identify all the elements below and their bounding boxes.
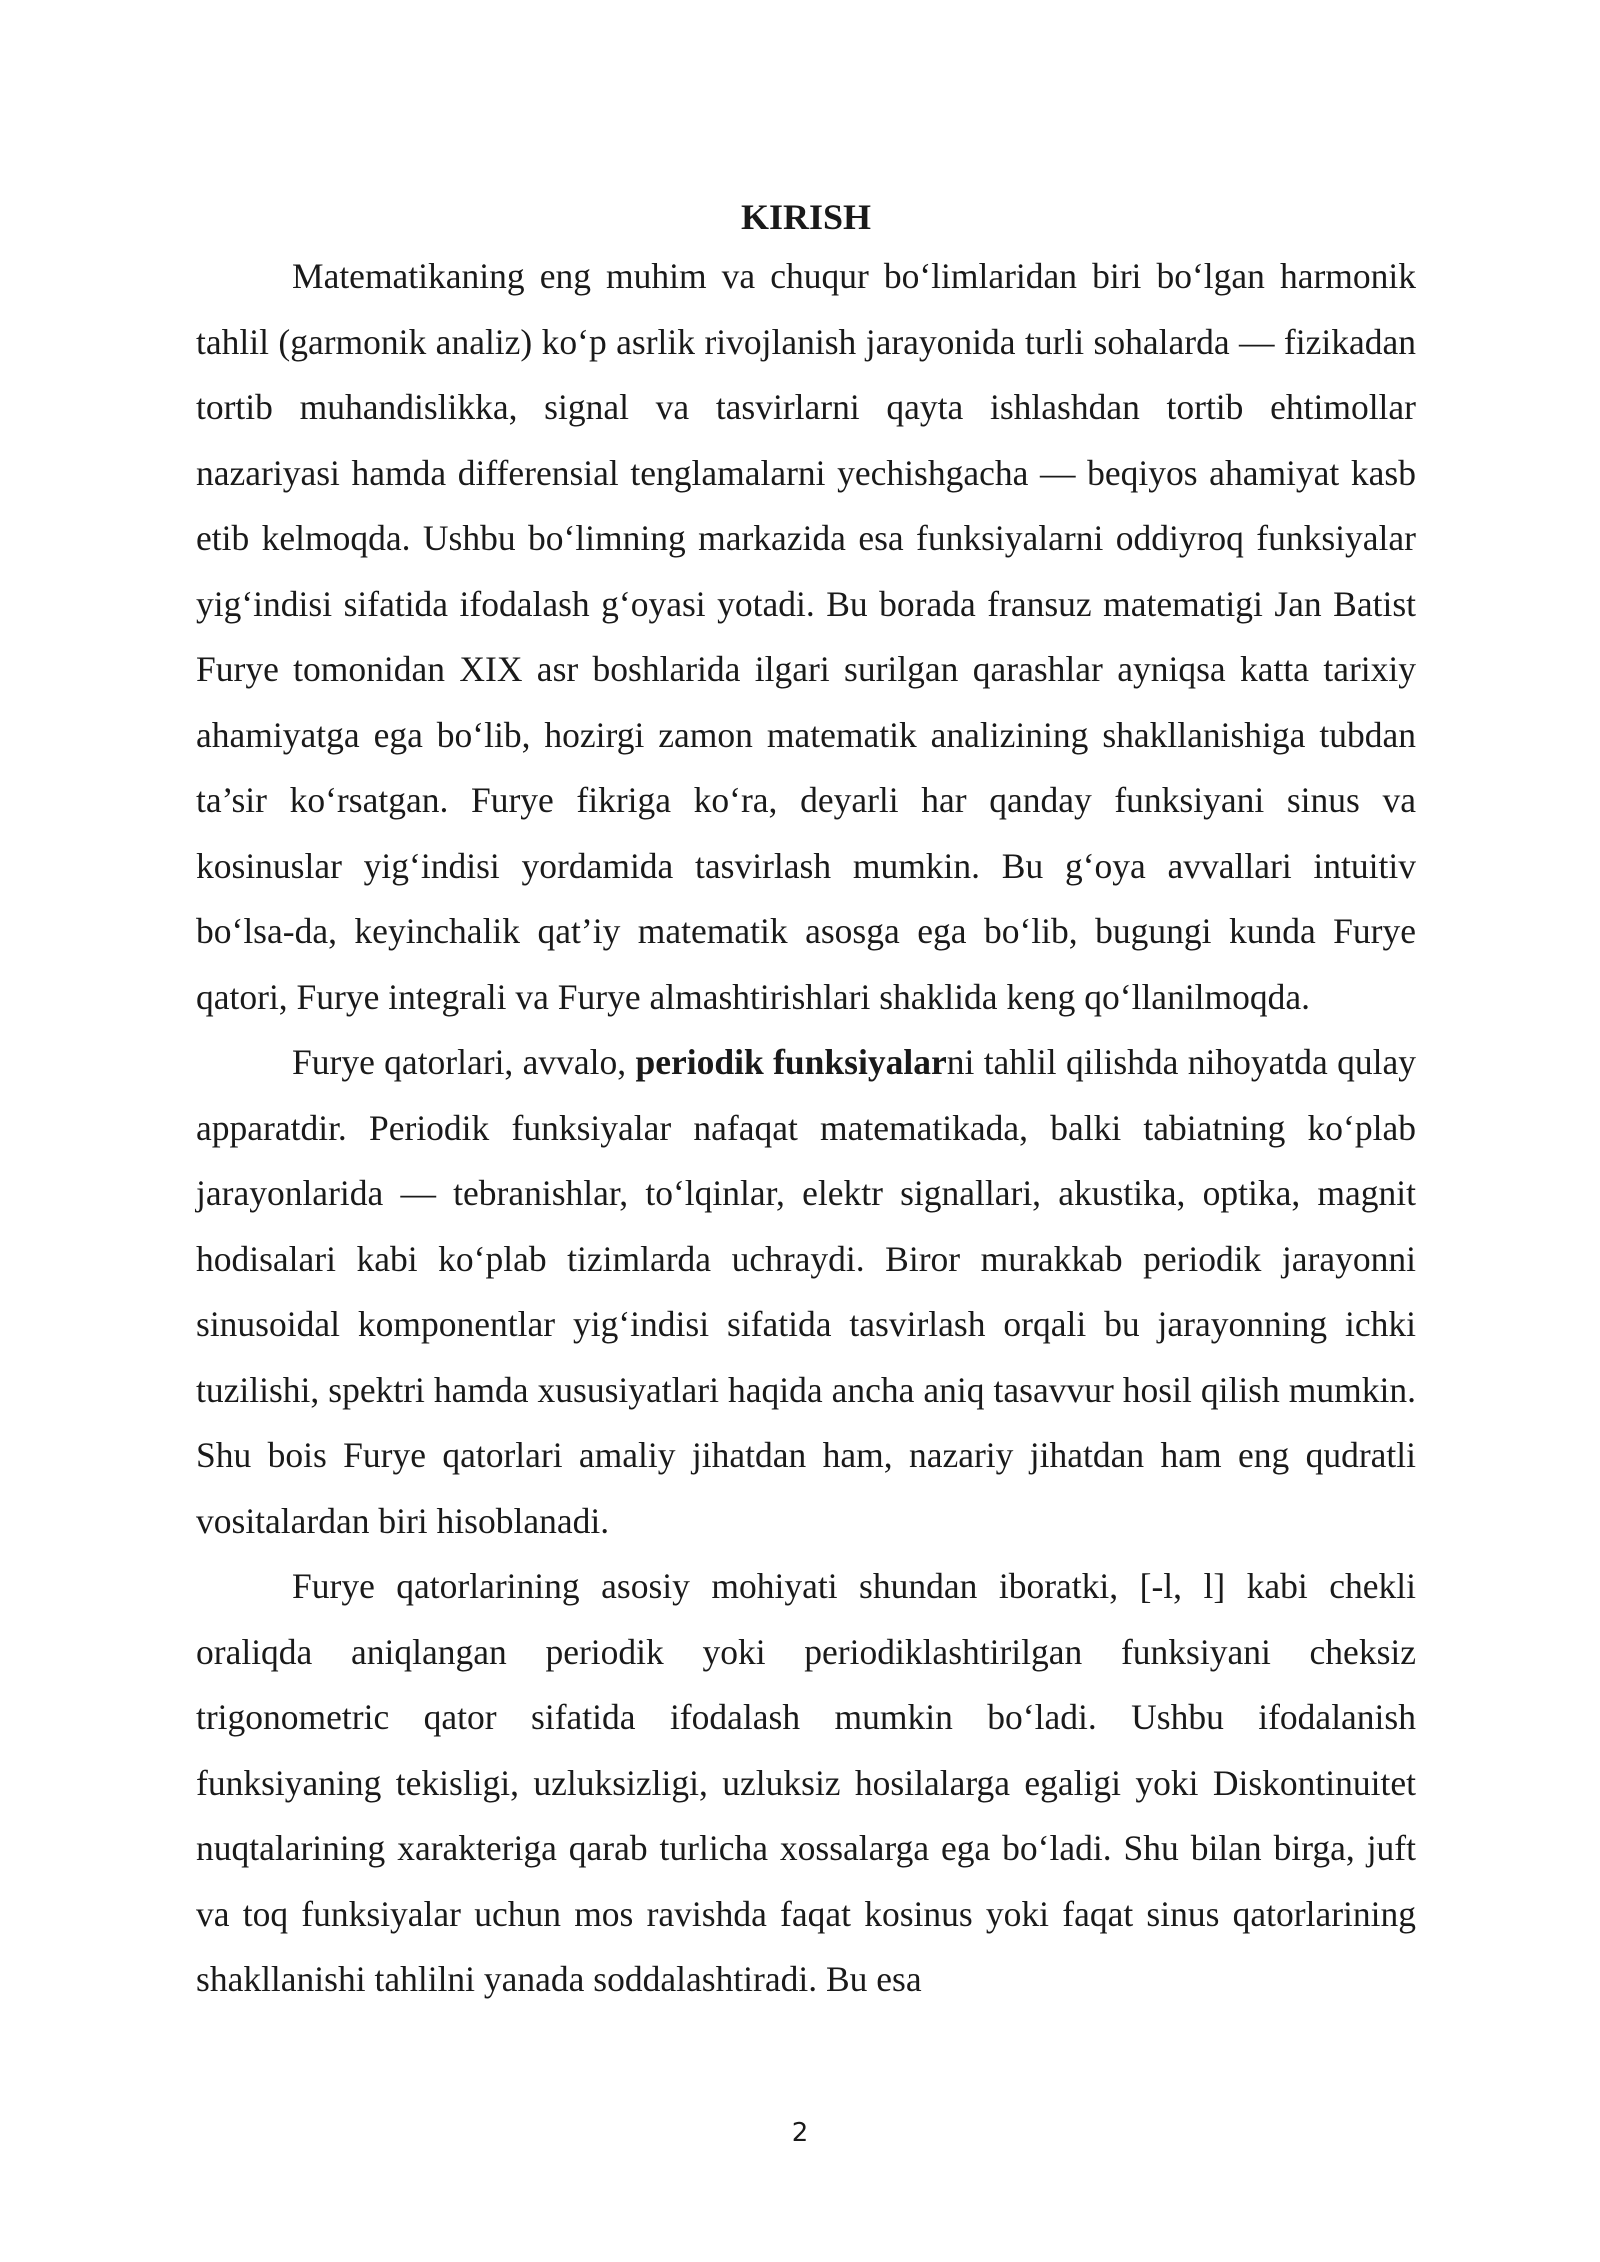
- bold-term-periodic-functions: periodik funksiyalar: [635, 1042, 947, 1082]
- page-number: 2: [791, 2118, 809, 2148]
- paragraph-essence: Furye qatorlarining asosiy mohiyati shundan iboratki, [-l, l] kabi chekli oraliqda aniqlangan periodik yoki periodiklashtirilgan funksiyani cheksiz trigonometric qator sifatida ifodalash mumkin bo‘ladi. Ushbu ifodalanish funksiyaning tekisligi, uzluksizligi, uzluksiz hosilalarga egaligi yoki Diskontinuitet nuqtalarining xarakteriga qarab turlicha xossalarga ega bo‘ladi. Shu bilan birga, juft va toq funksiyalar uchun mos ravishda faqat kosinus yoki faqat sinus qatorlarining shakllanishi tahlilni yanada soddalashtiradi. Bu esa: [196, 1566, 1416, 1999]
- page-title: KIRISH: [740, 197, 872, 237]
- document-page: [196, 190, 1416, 2013]
- paragraph-periodic: [196, 1030, 1416, 1554]
- paragraph-periodic-rest: ni tahlil qilishda nihoyatda qulay apparatdir. Periodik funksiyalar nafaqat matematikada, balki tabiatning ko‘plab jarayonlarida — tebranishlar, to‘lqinlar, elektr signallari, akustika, optika, magnit hodisalari kabi ko‘plab tizimlarda uchraydi. Biror murakkab periodik jarayonni sinusoidal komponentlar yig‘indisi sifatida tasvirlash orqali bu jarayonning ichki tuzilishi, spektri hamda xususiyatlari haqida ancha aniq tasavvur hosil qilish mumkin. Shu bois Furye qatorlari amaliy jihatdan ham, nazariy jihatdan ham eng qudratli vositalardan biri hisoblanadi.: [196, 1042, 1416, 1541]
- paragraph-intro: Matematikaning eng muhim va chuqur bo‘limlaridan biri bo‘lgan harmonik tahlil (garmonik analiz) ko‘p asrlik rivojlanish jarayonida turli sohalarda — fizikadan tortib muhandislikka, signal va tasvirlarni qayta ishlashdan tortib ehtimollar nazariyasi hamda differensial tenglamalarni yechishgacha — beqiyos ahamiyat kasb etib kelmoqda. Ushbu bo‘limning markazida esa funksiyalarni oddiyroq funksiyalar yig‘indisi sifatida ifodalash g‘oyasi yotadi. Bu borada fransuz matematigi Jan Batist Furye tomonidan XIX asr boshlarida ilgari surilgan qarashlar ayniqsa katta tarixiy ahamiyatga ega bo‘lib, hozirgi zamon matematik analizining shakllanishiga tubdan ta’sir ko‘rsatgan. Furye fikriga ko‘ra, deyarli har qanday funksiyani sinus va kosinuslar yig‘indisi yordamida tasvirlash mumkin. Bu g‘oya avvallari intuitiv bo‘lsa-da, keyinchalik qat’iy matematik asosga ega bo‘lib, bugungi kunda Furye qatori, Furye integrali va Furye almashtirishlari shaklida keng qo‘llanilmoqda.: [196, 256, 1416, 1017]
- paragraph-periodic-lead: Furye qatorlari, avvalo,: [292, 1042, 636, 1082]
